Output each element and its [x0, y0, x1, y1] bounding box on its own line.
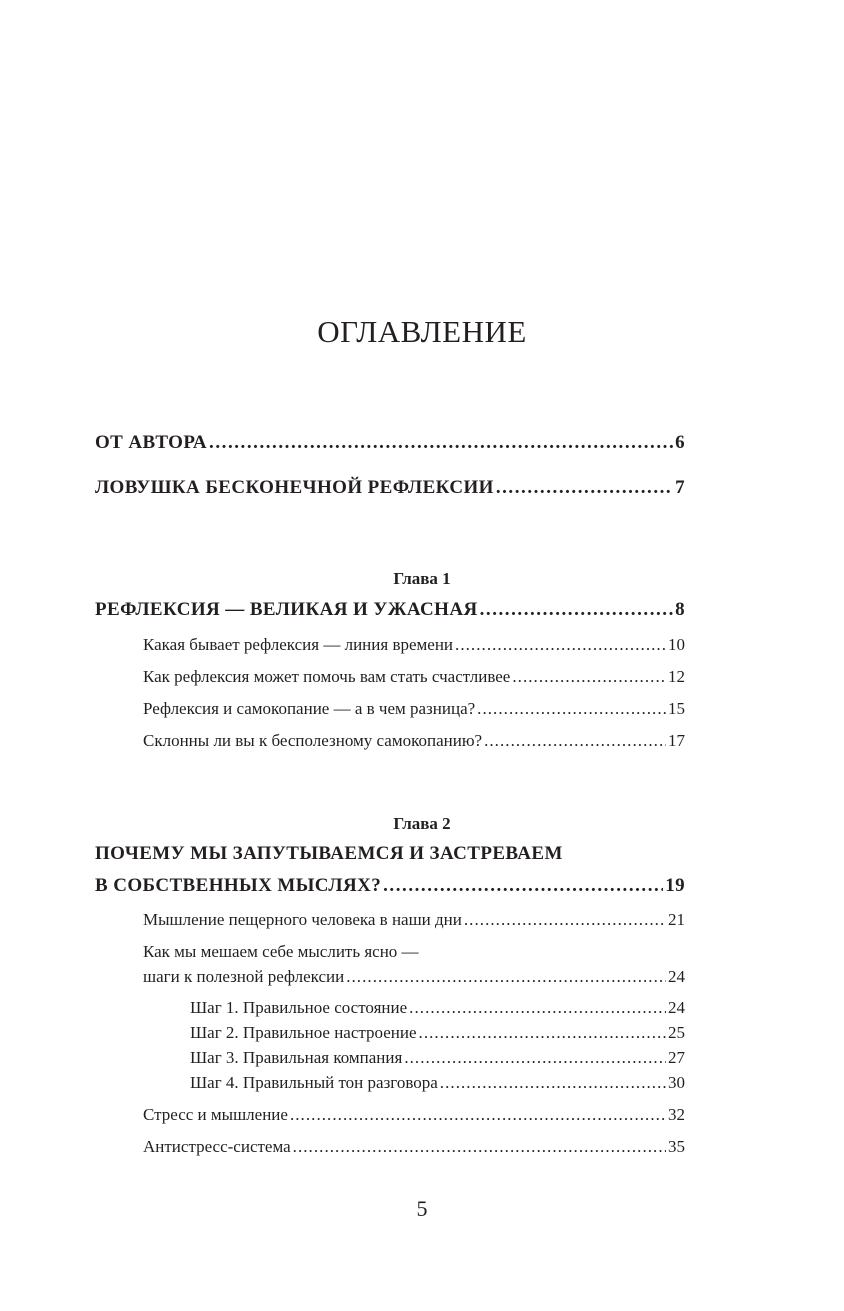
toc-subentry-line-1[interactable]: Как мы мешаем себе мыслить ясно — [143, 942, 419, 961]
toc-page-number: 19 [665, 875, 685, 896]
page-number: 5 [416, 1196, 428, 1221]
toc-entry-reflection-trap[interactable] [95, 474, 685, 502]
toc-entry-title: шаги к полезной рефлексии [143, 967, 345, 986]
chapter-2-label: Глава 2 [393, 814, 451, 833]
dot-leader [484, 729, 666, 753]
toc-step-entry[interactable] [190, 1021, 685, 1045]
toc-step-entry[interactable] [190, 996, 685, 1020]
toc-page-number: 10 [668, 635, 685, 654]
toc-entry-title: Как рефлексия может помочь вам стать счастливее [143, 667, 511, 686]
toc-page-number: 30 [668, 1073, 685, 1092]
toc-entry-from-author[interactable] [95, 429, 685, 457]
toc-entry-title: ЛОВУШКА БЕСКОНЕЧНОЙ РЕФЛЕКСИИ [95, 477, 494, 498]
toc-entry-title: Антистресс-система [143, 1137, 291, 1156]
toc-subentry[interactable] [143, 965, 685, 989]
toc-page-number: 17 [668, 731, 685, 750]
toc-page-number: 21 [668, 910, 685, 929]
dot-leader [290, 1103, 666, 1127]
toc-subentry[interactable] [143, 633, 685, 657]
chapter-2-title[interactable] [95, 872, 685, 900]
toc-entry-title: В СОБСТВЕННЫХ МЫСЛЯХ? [95, 875, 382, 896]
toc-entry-title: Шаг 3. Правильная компания [190, 1048, 403, 1067]
dot-leader [440, 1071, 666, 1095]
chapter-1-title[interactable] [95, 596, 685, 624]
toc-page-number: 27 [668, 1048, 685, 1067]
toc-entry-title: Мышление пещерного человека в наши дни [143, 910, 462, 929]
toc-entry-title: Шаг 2. Правильное настроение [190, 1023, 417, 1042]
toc-entry-title: Рефлексия и самокопание — а в чем разница? [143, 699, 476, 718]
toc-page-number: 35 [668, 1137, 685, 1156]
dot-leader [209, 429, 673, 457]
dot-leader [496, 474, 673, 502]
toc-entry-title: Склонны ли вы к бесполезному самокопанию? [143, 731, 483, 750]
toc-page-number: 25 [668, 1023, 685, 1042]
toc-subentry[interactable] [143, 908, 685, 932]
toc-page-number: 7 [675, 477, 685, 498]
dot-leader [477, 697, 666, 721]
toc-entry-title: Стресс и мышление [143, 1105, 288, 1124]
chapter-2-title-line-1[interactable]: ПОЧЕМУ МЫ ЗАПУТЫВАЕМСЯ И ЗАСТРЕВАЕМ [95, 843, 563, 864]
toc-step-entry[interactable] [190, 1071, 685, 1095]
toc-entry-title: Шаг 4. Правильный тон разговора [190, 1073, 438, 1092]
toc-subentry[interactable] [143, 1135, 685, 1159]
dot-leader [455, 633, 666, 657]
dot-leader [293, 1135, 666, 1159]
toc-entry-title: Какая бывает рефлексия — линия времени [143, 635, 454, 654]
page-title: ОГЛАВЛЕНИЕ [317, 314, 527, 349]
dot-leader [383, 872, 663, 900]
toc-subentry[interactable] [143, 665, 685, 689]
toc-page-number: 15 [668, 699, 685, 718]
dot-leader [512, 665, 666, 689]
toc-entry-title: РЕФЛЕКСИЯ — ВЕЛИКАЯ И УЖАСНАЯ [95, 599, 478, 620]
toc-page-number: 24 [668, 967, 685, 986]
toc-step-entry[interactable] [190, 1046, 685, 1070]
toc-entry-title: Шаг 1. Правильное состояние [190, 998, 408, 1017]
toc-page-number: 12 [668, 667, 685, 686]
toc-page-number: 6 [675, 432, 685, 453]
dot-leader [419, 1021, 666, 1045]
toc-page-number: 24 [668, 998, 685, 1017]
toc-subentry[interactable] [143, 729, 685, 753]
dot-leader [464, 908, 666, 932]
chapter-1-label: Глава 1 [393, 569, 451, 588]
toc-page-number: 32 [668, 1105, 685, 1124]
dot-leader [480, 596, 673, 624]
dot-leader [346, 965, 666, 989]
toc-subentry[interactable] [143, 1103, 685, 1127]
toc-subentry[interactable] [143, 697, 685, 721]
dot-leader [409, 996, 666, 1020]
toc-page-number: 8 [675, 599, 685, 620]
toc-entry-title: ОТ АВТОРА [95, 432, 208, 453]
dot-leader [404, 1046, 666, 1070]
